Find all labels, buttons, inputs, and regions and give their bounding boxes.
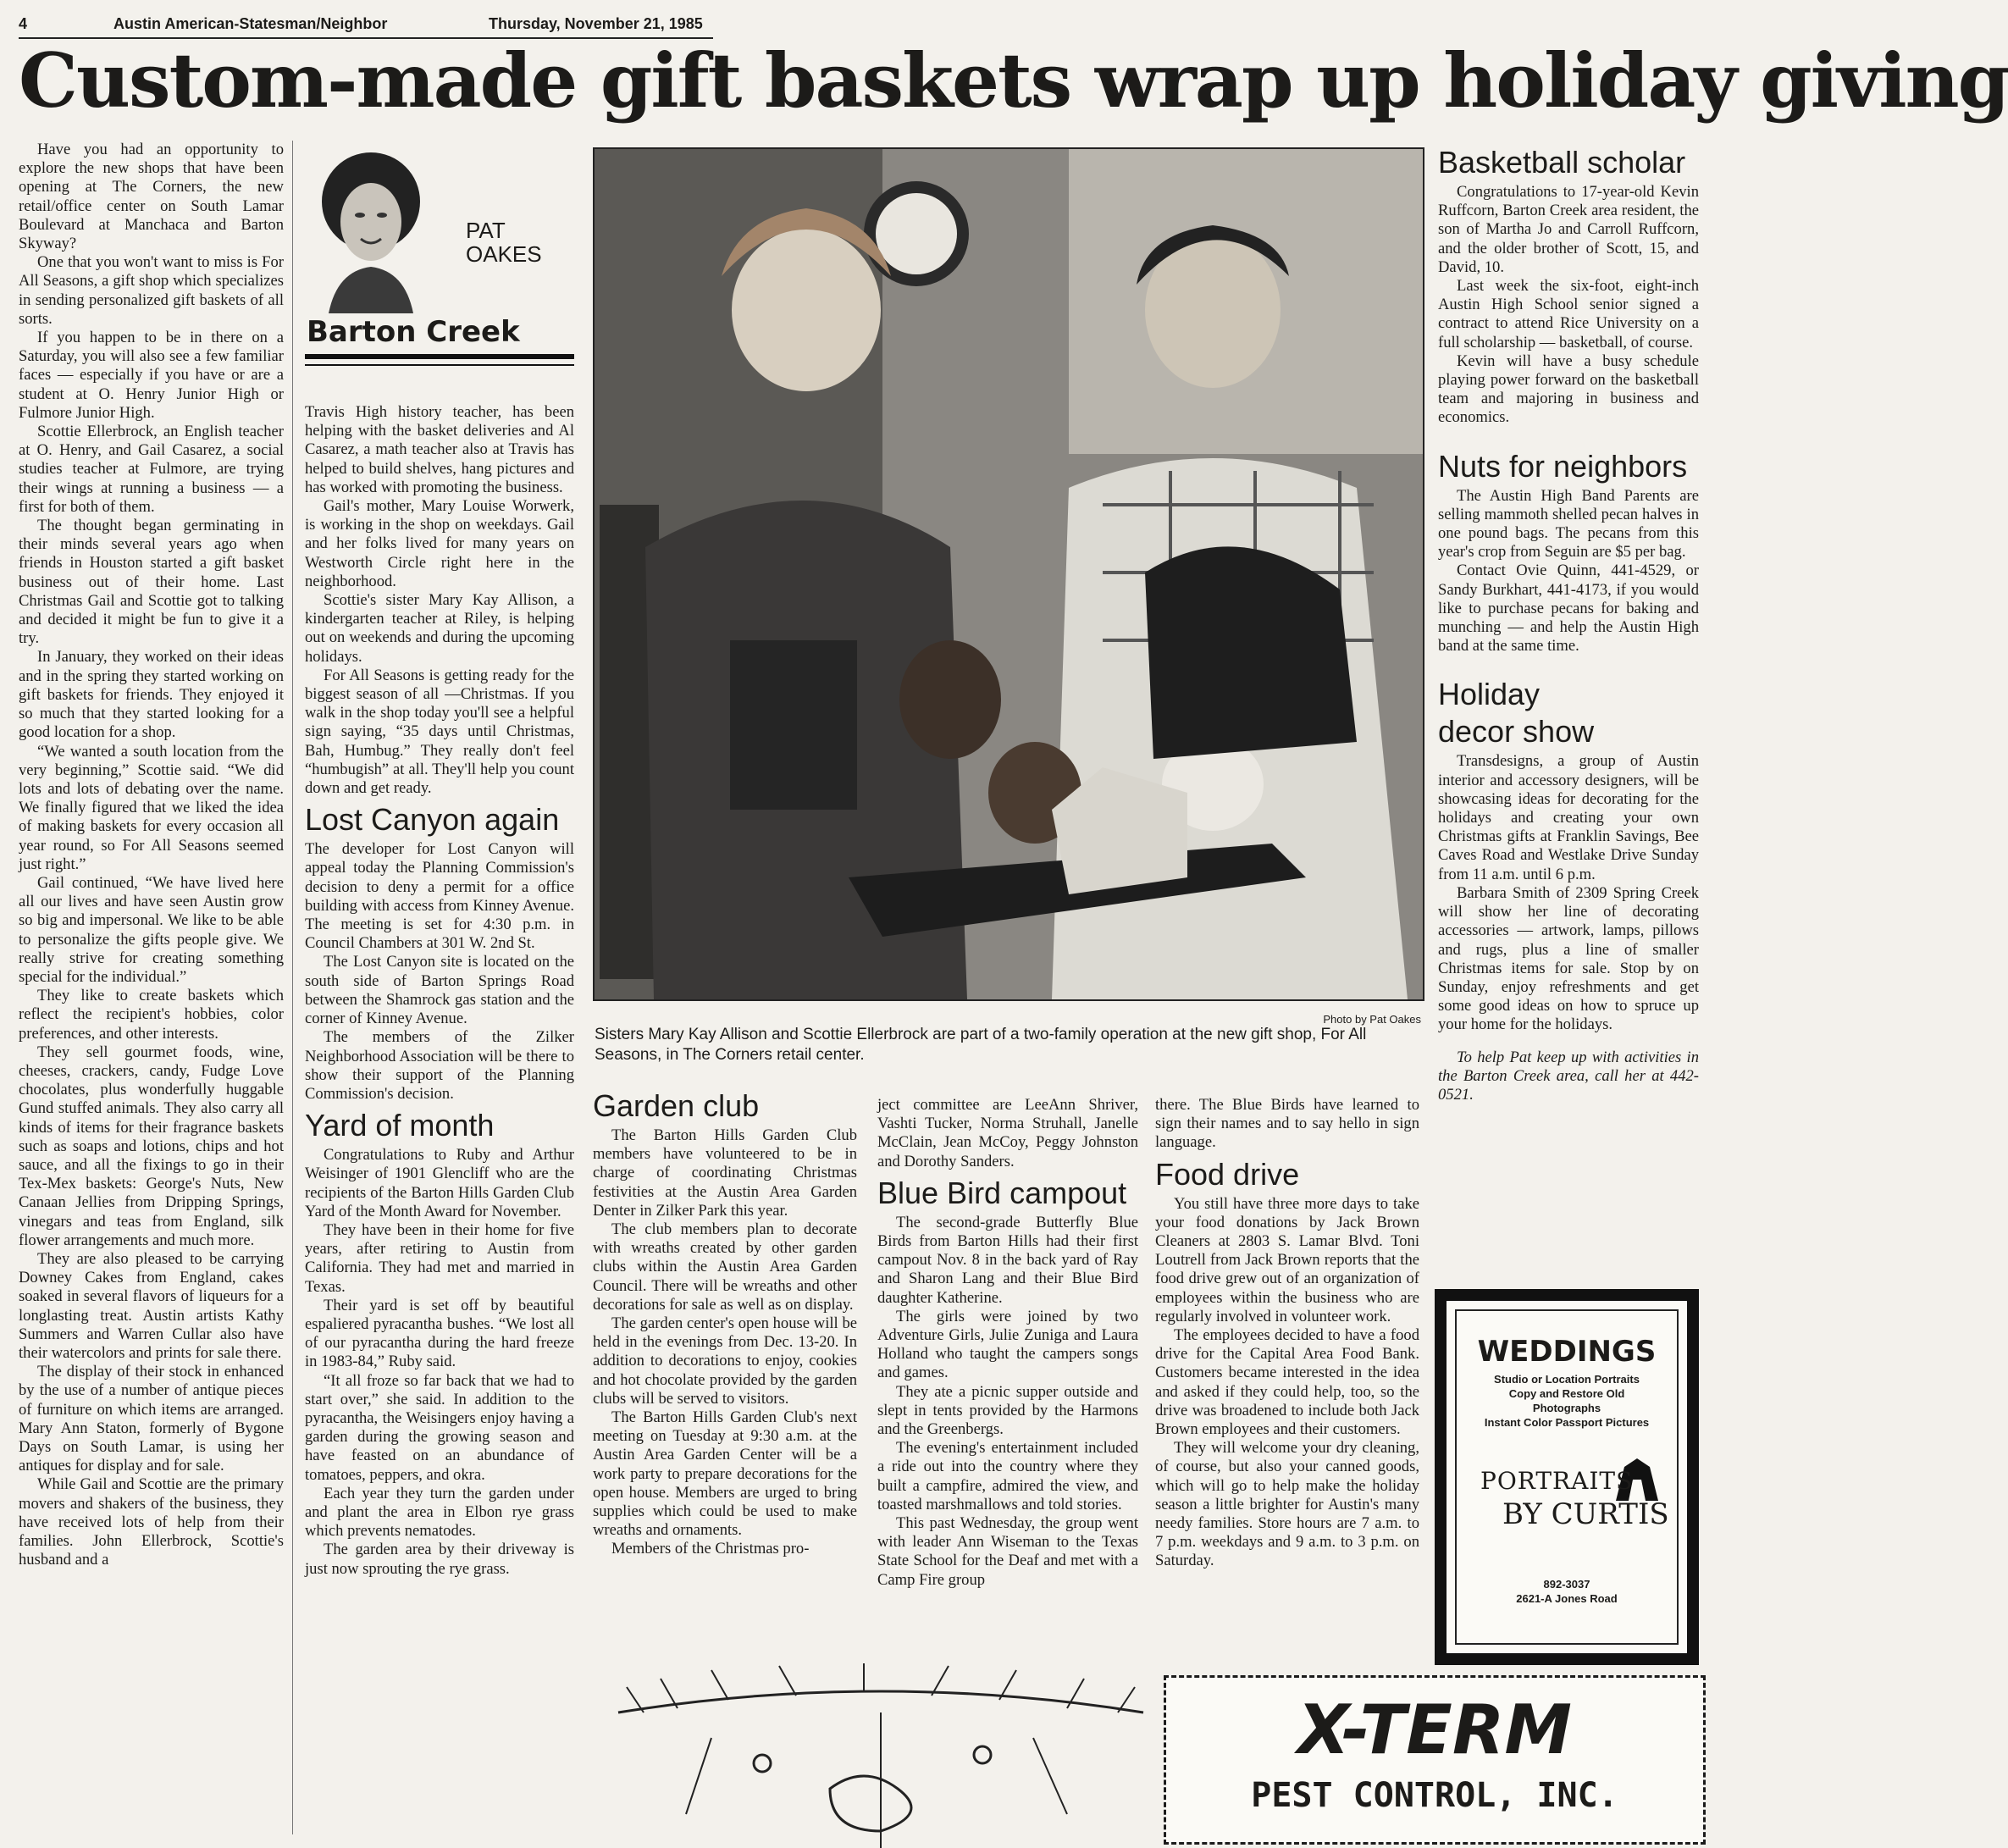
paragraph: there. The Blue Birds have learned to sign their names and to say hello in sign language.: [1155, 1096, 1419, 1152]
christmas-tree-illustration: [610, 1662, 1152, 1848]
paragraph: They will welcome your dry cleaning, of course, but also your canned goods, which will go to help make the holiday season a little brighter for Austin's many needy families. Store hours are 7 a.m. to 7 p.m. weekdays and 9 a.m. to 3 p.m. on Saturday.: [1155, 1439, 1419, 1570]
paragraph: In January, they worked on their ideas and in the spring they started working on gift baskets for friends. They enjoyed it so much that they started looking for a good location for a shop.: [19, 648, 284, 742]
paragraph: They are also pleased to be carrying Downey Cakes from England, cakes soaked in several flavors of liqueurs for a longlasting treat. Austin artists Kathy Summers and Warren Cullar also have their watercolors and prints for sale there.: [19, 1249, 284, 1362]
paragraph: “It all froze so far back that we had to start over,” she said. In addition to the pyracantha, the Weisingers enjoy having a garden during the growing season and have feasted on an abundance of tomatoes, peppers, and okra.: [305, 1371, 574, 1484]
paragraph: Members of the Christmas pro-: [611, 1540, 810, 1558]
article-blue-bird: [877, 1096, 1138, 1590]
columnist-box: [305, 141, 574, 371]
ad-weddings-services: Studio or Location Portraits Copy and Restore Old Photographs Instant Color Passport Pictures: [1484, 1373, 1650, 1429]
publication-name: Austin American-Statesman/Neighbor: [113, 15, 388, 32]
paragraph: Congratulations to 17-year-old Kevin Ruffcorn, Barton Creek area resident, the son of Martha Jo and Carroll Ruffcorn, and the older brother of Scott, 15, and David, 10.: [1438, 183, 1699, 276]
paragraph: One that you won't want to miss is For All Seasons, a gift shop which specializes in sending personalized gift baskets of all sorts.: [19, 253, 284, 328]
photo-credit: Photo by Pat Oakes: [1323, 1013, 1421, 1026]
paragraph: They have been in their home for five years, after retiring to Austin from California. They had met and married in Texas.: [305, 1220, 574, 1296]
paragraph: While Gail and Scottie are the primary movers and shakers of the business, they have received lots of help from their families. John Ellerbrock, Scottie's husband and a: [19, 1475, 284, 1569]
subhead-yard-of-month: Yard of month: [305, 1108, 495, 1143]
issue-date: Thursday, November 21, 1985: [489, 15, 703, 32]
paragraph: Gail continued, “We have lived here all our lives and have seen Austin grow so big and impersonal. We like to be able to personalize the gifts people give. We really strive for creating something special for the individual.”: [19, 873, 284, 986]
paragraph: Kevin will have a busy schedule playing power forward on the basketball team and majoring in business and economics.: [1438, 351, 1699, 427]
headline: Custom-made gift baskets wrap up holiday giving: [19, 36, 2008, 124]
subhead-blue-bird: Blue Bird campout: [877, 1175, 1127, 1210]
subhead-nuts: Nuts for neighbors: [1438, 448, 1688, 484]
ad-contact: 892-3037 2621-A Jones Road: [1516, 1578, 1618, 1605]
paragraph: They sell gourmet foods, wine, cheeses, crackers, candy, Fudge Love chocolates, plus wonderfully huggable Gund stuffed animals. They also carry all kinds of items for their fragrance baskets such as soaps and lotions, chips and hot sauce, and all the fixings to go in their Tex-Mex baskets: George's Nuts, New Canaan Jellies from Dripping Springs, vinegars and teas from England, silk flower arrangements and much more.: [19, 1043, 284, 1249]
paragraph: For All Seasons is getting ready for the biggest season of all —Christmas. If you walk in the shop today you'll see a helpful sign saying, “35 days until Christmas, Bah, Humbug.” They really don't feel “humbugish” at all. They'll help you count down and get ready.: [305, 666, 574, 798]
paragraph: Each year they turn the garden under and plant the area in Elbon rye grass which prevents nematodes.: [305, 1484, 574, 1541]
paragraph: If you happen to be in there on a Saturday, you will also see a few familiar faces — especially if you have or are a student at O. Henry Junior High or Fulmore Junior High.: [19, 329, 284, 422]
paragraph: The display of their stock in enhanced by the use of a number of antique pieces of furniture on which items are arranged. Mary Ann Staton, formerly of Bygone Days on South Lamar, is using her antiques for display and for sale.: [19, 1363, 284, 1475]
paragraph: This past Wednesday, the group went with leader Ann Wiseman to the Texas State School for the Deaf and met with a Camp Fire group: [877, 1514, 1138, 1589]
paragraph: The Lost Canyon site is located on the south side of Barton Springs Road between the Shamrock gas station and the corner of Kinney Avenue.: [305, 953, 574, 1028]
page-number: 4: [19, 15, 28, 32]
paragraph: Have you had an opportunity to explore the new shops that have been opening at The Corners, the new retail/office center on South Lamar Boulevard at Manchaca and Barton Skyway?: [19, 141, 284, 253]
subhead-garden-club: Garden club: [593, 1088, 760, 1123]
contact-note: To help Pat keep up with activities in the Barton Creek area, call her at 442-0521.: [1438, 1048, 1699, 1104]
paragraph: The garden area by their driveway is just now sprouting the rye grass.: [305, 1541, 574, 1578]
paragraph: Last week the six-foot, eight-inch Austin High School senior signed a contract to attend Rice University on a full scholarship — basketball, of course.: [1438, 277, 1699, 351]
ad-xterm-subtitle: PEST CONTROL, INC.: [1251, 1776, 1618, 1815]
paragraph: Gail's mother, Mary Louise Worwerk, is working in the shop on weekdays. Gail and her folks lived for many years on Westworth Circle right here in the neighborhood.: [305, 497, 574, 590]
subhead-lost-canyon: Lost Canyon again: [305, 802, 560, 838]
paragraph: Scottie's sister Mary Kay Allison, a kindergarten teacher at Riley, is helping out on weekends and during the upcoming holidays.: [305, 591, 574, 666]
ad-brand-line1: PORTRAITS: [1480, 1467, 1634, 1495]
divider: [305, 354, 574, 359]
paragraph: The employees decided to have a food drive for the Capital Area Food Bank. Customers became interested in the idea and asked if they could help, too, so the drive was broadened to include both Jack Brown employees and their customers.: [1155, 1326, 1419, 1439]
ad-brand-line2: BY CURTIS: [1502, 1497, 1669, 1531]
columnist-name: PAT OAKES: [466, 218, 542, 267]
ad-xterm-title: X-TERM: [1297, 1690, 1573, 1769]
article-column-2: [305, 403, 574, 1579]
article-garden-club: [593, 1087, 857, 1559]
ad-xterm: [1164, 1675, 1706, 1845]
paragraph: The girls were joined by two Adventure Girls, Julie Zuniga and Laura Holland who taught the campers songs and games.: [877, 1307, 1138, 1382]
news-photo: [593, 147, 1424, 1001]
paragraph: The club members plan to decorate with wreaths created by other garden clubs within the Austin Area Garden Council. There will be wreaths and other decorations for sale as well as on display.: [593, 1220, 857, 1314]
article-food-drive: [1155, 1096, 1419, 1571]
paragraph: The garden center's open house will be held in the evenings from Dec. 13-20. In addition to decorations to enjoy, cookies and hot chocolate provided by the garden clubs will be served to visitors.: [593, 1314, 857, 1408]
photo-image: [595, 149, 1423, 999]
subhead-holiday: Holiday: [1438, 677, 1541, 712]
paragraph: The members of the Zilker Neighborhood Association will be there to show their support of the Planning Commission's decision.: [305, 1028, 574, 1103]
paragraph: They like to create baskets which reflect the recipient's hobbies, color preferences, and other interests.: [19, 987, 284, 1043]
columnist-portrait: [312, 144, 430, 313]
ad-weddings: [1435, 1289, 1699, 1665]
paragraph: Transdesigns, a group of Austin interior and accessory designers, will be showcasing ideas for decorating for the holidays and creating your own Christmas gifts at Franklin Savings, Bee Caves Road and Westlake Drive Sunday from 11 a.m. until 6 p.m.: [1438, 752, 1699, 883]
paragraph: “We wanted a south location from the very beginning,” Scottie said. “We did lots and lots of debating over the name. We finally figured that we liked the idea of making baskets for every occasion all year round, so For All Seasons seemed just right.”: [19, 742, 284, 873]
subhead-food-drive: Food drive: [1155, 1156, 1300, 1192]
paragraph: Scottie Ellerbrock, an English teacher at O. Henry, and Gail Casarez, a social studies teacher at Fulmore, are trying their wings at running a business — a first for both of them.: [19, 423, 284, 516]
paragraph: The second-grade Butterfly Blue Birds from Barton Hills had their first campout Nov. 8 in the back yard of Ray and Sharon Lang and their Blue Bird daughter Katherine.: [877, 1213, 1138, 1307]
paragraph: The Barton Hills Garden Club's next meeting on Tuesday at 9:30 a.m. at the Austin Area Garden Center will be a work party to prepare decorations for the open house. Members are urged to bring supplies which could be used to make wreaths and ornaments.: [593, 1408, 857, 1540]
subhead-holiday-decor: decor show: [1438, 714, 1595, 750]
paragraph: Congratulations to Ruby and Arthur Weisinger of 1901 Glencliff who are the recipients of the Barton Hills Garden Club Yard of the Month Award for November.: [305, 1146, 574, 1220]
paragraph: The developer for Lost Canyon will appeal today the Planning Commission's decision to deny a permit for a office building with access from Kinney Avenue. The meeting is set for 4:30 p.m. in Council Chambers at 301 W. 2nd St.: [305, 840, 574, 953]
article-right-column: [1438, 144, 1699, 1104]
paragraph: The Barton Hills Garden Club members have volunteered to be in charge of coordinating Christmas festivities at the Austin Area Garden Denter in Zilker Park this year.: [593, 1126, 857, 1220]
paragraph: The thought began germinating in their minds several years ago when friends in Houston started a gift basket business out of their home. Last Christmas Gail and Scottie got to talking and decided it might be fun to give it a try.: [19, 517, 284, 648]
column-name: Barton Creek: [307, 315, 520, 349]
paragraph: They ate a picnic supper outside and slept in tents provided by the Harmons and the Greenbergs.: [877, 1382, 1138, 1439]
paragraph: Contact Ovie Quinn, 441-4529, or Sandy Burkhart, 441-4173, if you would like to purchase pecans for baking and munching — and help the Austin High band at the same time.: [1438, 562, 1699, 656]
column-rule: [292, 141, 293, 1834]
article-column-1: [19, 141, 284, 1569]
subhead-basketball: Basketball scholar: [1438, 145, 1686, 180]
paragraph: The evening's entertainment included a ride out into the country where they built a campfire, admired the view, and toasted marshmallows and told stories.: [877, 1439, 1138, 1513]
paragraph: Their yard is set off by beautiful espaliered pyracantha bushes. “We lost all of our pyracantha during the hard freeze in 1983-84,” Ruby said.: [305, 1296, 574, 1371]
ad-weddings-title: WEDDINGS: [1477, 1335, 1657, 1369]
divider: [305, 364, 574, 366]
paragraph: Barbara Smith of 2309 Spring Creek will show her line of decorating accessories — artwork, lamps, pillows and rugs, plus a line of smaller Christmas items for sale. Stop by on Sunday, enjoy refreshments and get some good ideas on how to spruce up your home for the holidays.: [1438, 883, 1699, 1034]
paragraph: You still have three more days to take your food donations by Jack Brown Cleaners at 2803 S. Lamar Blvd. Toni Loutrell from Jack Brown reports that the food drive grew out of an organization of employees within the business who are regularly involved in volunteer work.: [1155, 1194, 1419, 1325]
photo-caption: Sisters Mary Kay Allison and Scottie Ellerbrock are part of a two-family operation at the new gift shop, For All Seasons, in The Corners retail center.: [595, 1026, 1367, 1064]
paragraph: The Austin High Band Parents are selling mammoth shelled pecan halves in one pound bags. The pecans from this year's crop from Seguin are $5 per bag.: [1438, 486, 1699, 562]
paragraph: Travis High history teacher, has been helping with the basket deliveries and Al Casarez, a math teacher also at Travis has helped to build shelves, hang pictures and has worked with promoting the business.: [305, 403, 574, 496]
paragraph: ject committee are LeeAnn Shriver, Vashti Tucker, Norma Struhall, Janelle McClain, Jean McCoy, Peggy Johnston and Dorothy Sanders.: [877, 1096, 1138, 1170]
